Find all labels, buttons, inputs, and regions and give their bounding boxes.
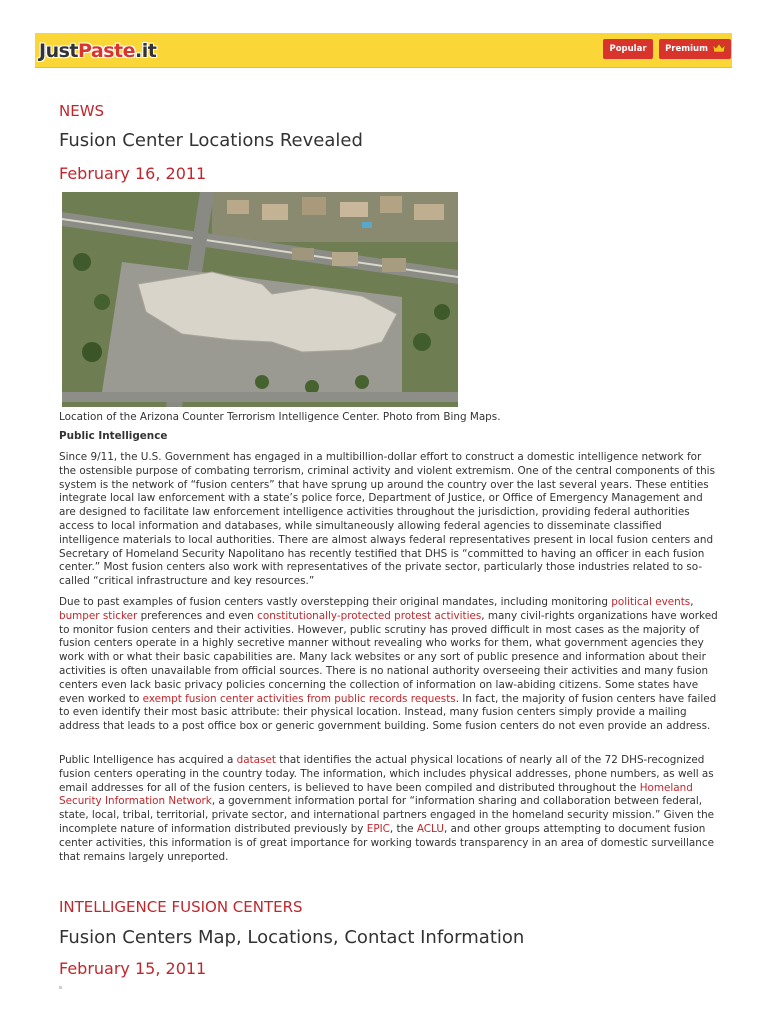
image-placeholder-dot	[59, 986, 62, 989]
aerial-photo-illustration	[62, 192, 458, 407]
byline: Public Intelligence	[59, 430, 168, 442]
premium-button-label: Premium	[665, 44, 708, 54]
section-label-news[interactable]: NEWS	[59, 102, 105, 120]
paragraph-2-text-1: Due to past examples of fusion centers vastly overstepping their original mandates, including monitoring	[59, 596, 612, 608]
link-political-events[interactable]: political events	[611, 596, 691, 608]
popular-button[interactable]	[603, 39, 653, 59]
paragraph-3	[59, 754, 719, 864]
paragraph-3-text-3: , a government information portal for “information sharing and collaboration between federal, state, local, tribal, territorial, private sector, and international partners engaged in the homeland security mission.” Given the incomplete nature of information distributed previously by	[59, 795, 715, 835]
paragraph-2-text-5: . In fact, the majority of fusion centers have failed to even identify their most basic attribute: their physical location. Instead, many fusion centers simply provide a mailing address that leads to a post office box or generic government building. Some fusion centers do not even provide an address.	[59, 692, 717, 733]
aerial-photo	[62, 192, 458, 407]
photo-caption: Location of the Arizona Counter Terrorism Intelligence Center. Photo from Bing Maps.	[59, 411, 501, 423]
link-epic[interactable]: EPIC	[366, 822, 390, 835]
logo-part-paste: Paste	[78, 40, 136, 62]
paragraph-3-text-1: Public Intelligence has acquired a	[59, 754, 237, 766]
link-exempt-public-records[interactable]: exempt fusion center activities from public records requests	[142, 692, 456, 705]
premium-button[interactable]	[659, 39, 731, 59]
paragraph-2-text-2: ,	[690, 596, 694, 608]
paragraph-2-text-4: , many civil-rights organizations have worked to monitor fusion centers and their activities. However, public scrutiny has proved difficult in most cases as the majority of fusion centers operate in a highly secretive manner without revealing who works for them, what government agencies they work with or what their basic capabilities are. Many lack websites or any sort of public presence and information about their activities is often unavailable from official sources. There is no national authority overseeing their activities and many fusion centers even lack basic privacy policies concerning the collection of information on law-abiding citizens. Some states have even worked to	[59, 609, 718, 705]
article-2-date: February 15, 2011	[59, 959, 207, 978]
link-hsin[interactable]: Homeland Security Information Network	[59, 781, 693, 808]
article-date: February 16, 2011	[59, 164, 207, 183]
popular-button-label: Popular	[609, 44, 647, 54]
article-2-title[interactable]: Fusion Centers Map, Locations, Contact Information	[59, 927, 525, 948]
logo-part-just: Just	[39, 40, 78, 62]
link-aclu[interactable]: ACLU	[416, 822, 444, 835]
section-label-intelligence-fusion-centers[interactable]: INTELLIGENCE FUSION CENTERS	[59, 898, 303, 916]
paragraph-2	[59, 596, 719, 734]
site-logo[interactable]	[39, 39, 156, 63]
article-title[interactable]: Fusion Center Locations Revealed	[59, 130, 363, 151]
header-bar	[35, 33, 732, 68]
crown-icon	[713, 44, 725, 52]
paragraph-2-text-3: preferences and even	[137, 609, 258, 622]
paragraph-3-text-2: that identifies the actual physical locations of nearly all of the 72 DHS-recognized fusion centers operating in the country today. The information, which includes physical addresses, phone numbers, as well as email addresses for all of the fusion centers, is believed to have been compiled and distributed throughout the	[59, 754, 714, 794]
paragraph-1: Since 9/11, the U.S. Government has engaged in a multibillion-dollar effort to construct a domestic intelligence network for the ostensible purpose of combating terrorism, criminal activity and violent extremism. One of the central components of this system is the network of “fusion centers” that have sprung up around the country over the last several years. These entities integrate local law enforcement with a state’s police force, Department of Justice, or Office of Emergency Management and are designed to facilitate law enforcement intelligence activities throughout the jurisdiction, providing federal authorities access to local information and databases, while simultaneously allowing federal agencies to disseminate classified intelligence materials to local authorities. There are almost always federal representatives present in local fusion centers and Secretary of Homeland Security Napolitano has recently testified that DHS is “committed to having an officer in each fusion center.” Most fusion centers also work with representatives of the private sector, particularly those industries related to so-called “critical infrastructure and key resources.”	[59, 451, 715, 588]
link-bumper-sticker[interactable]: bumper sticker	[59, 609, 138, 622]
logo-part-it: .it	[135, 40, 157, 62]
link-protest-activities[interactable]: constitutionally-protected protest activities	[257, 609, 482, 622]
link-dataset[interactable]: dataset	[236, 754, 276, 766]
paragraph-3-text-4: , the	[389, 822, 417, 835]
paragraph-3-text-5: , and other groups attempting to document fusion center activities, this information is of great importance for working towards transparency in an area of domestic surveillance that remains largely unreported.	[59, 822, 714, 863]
